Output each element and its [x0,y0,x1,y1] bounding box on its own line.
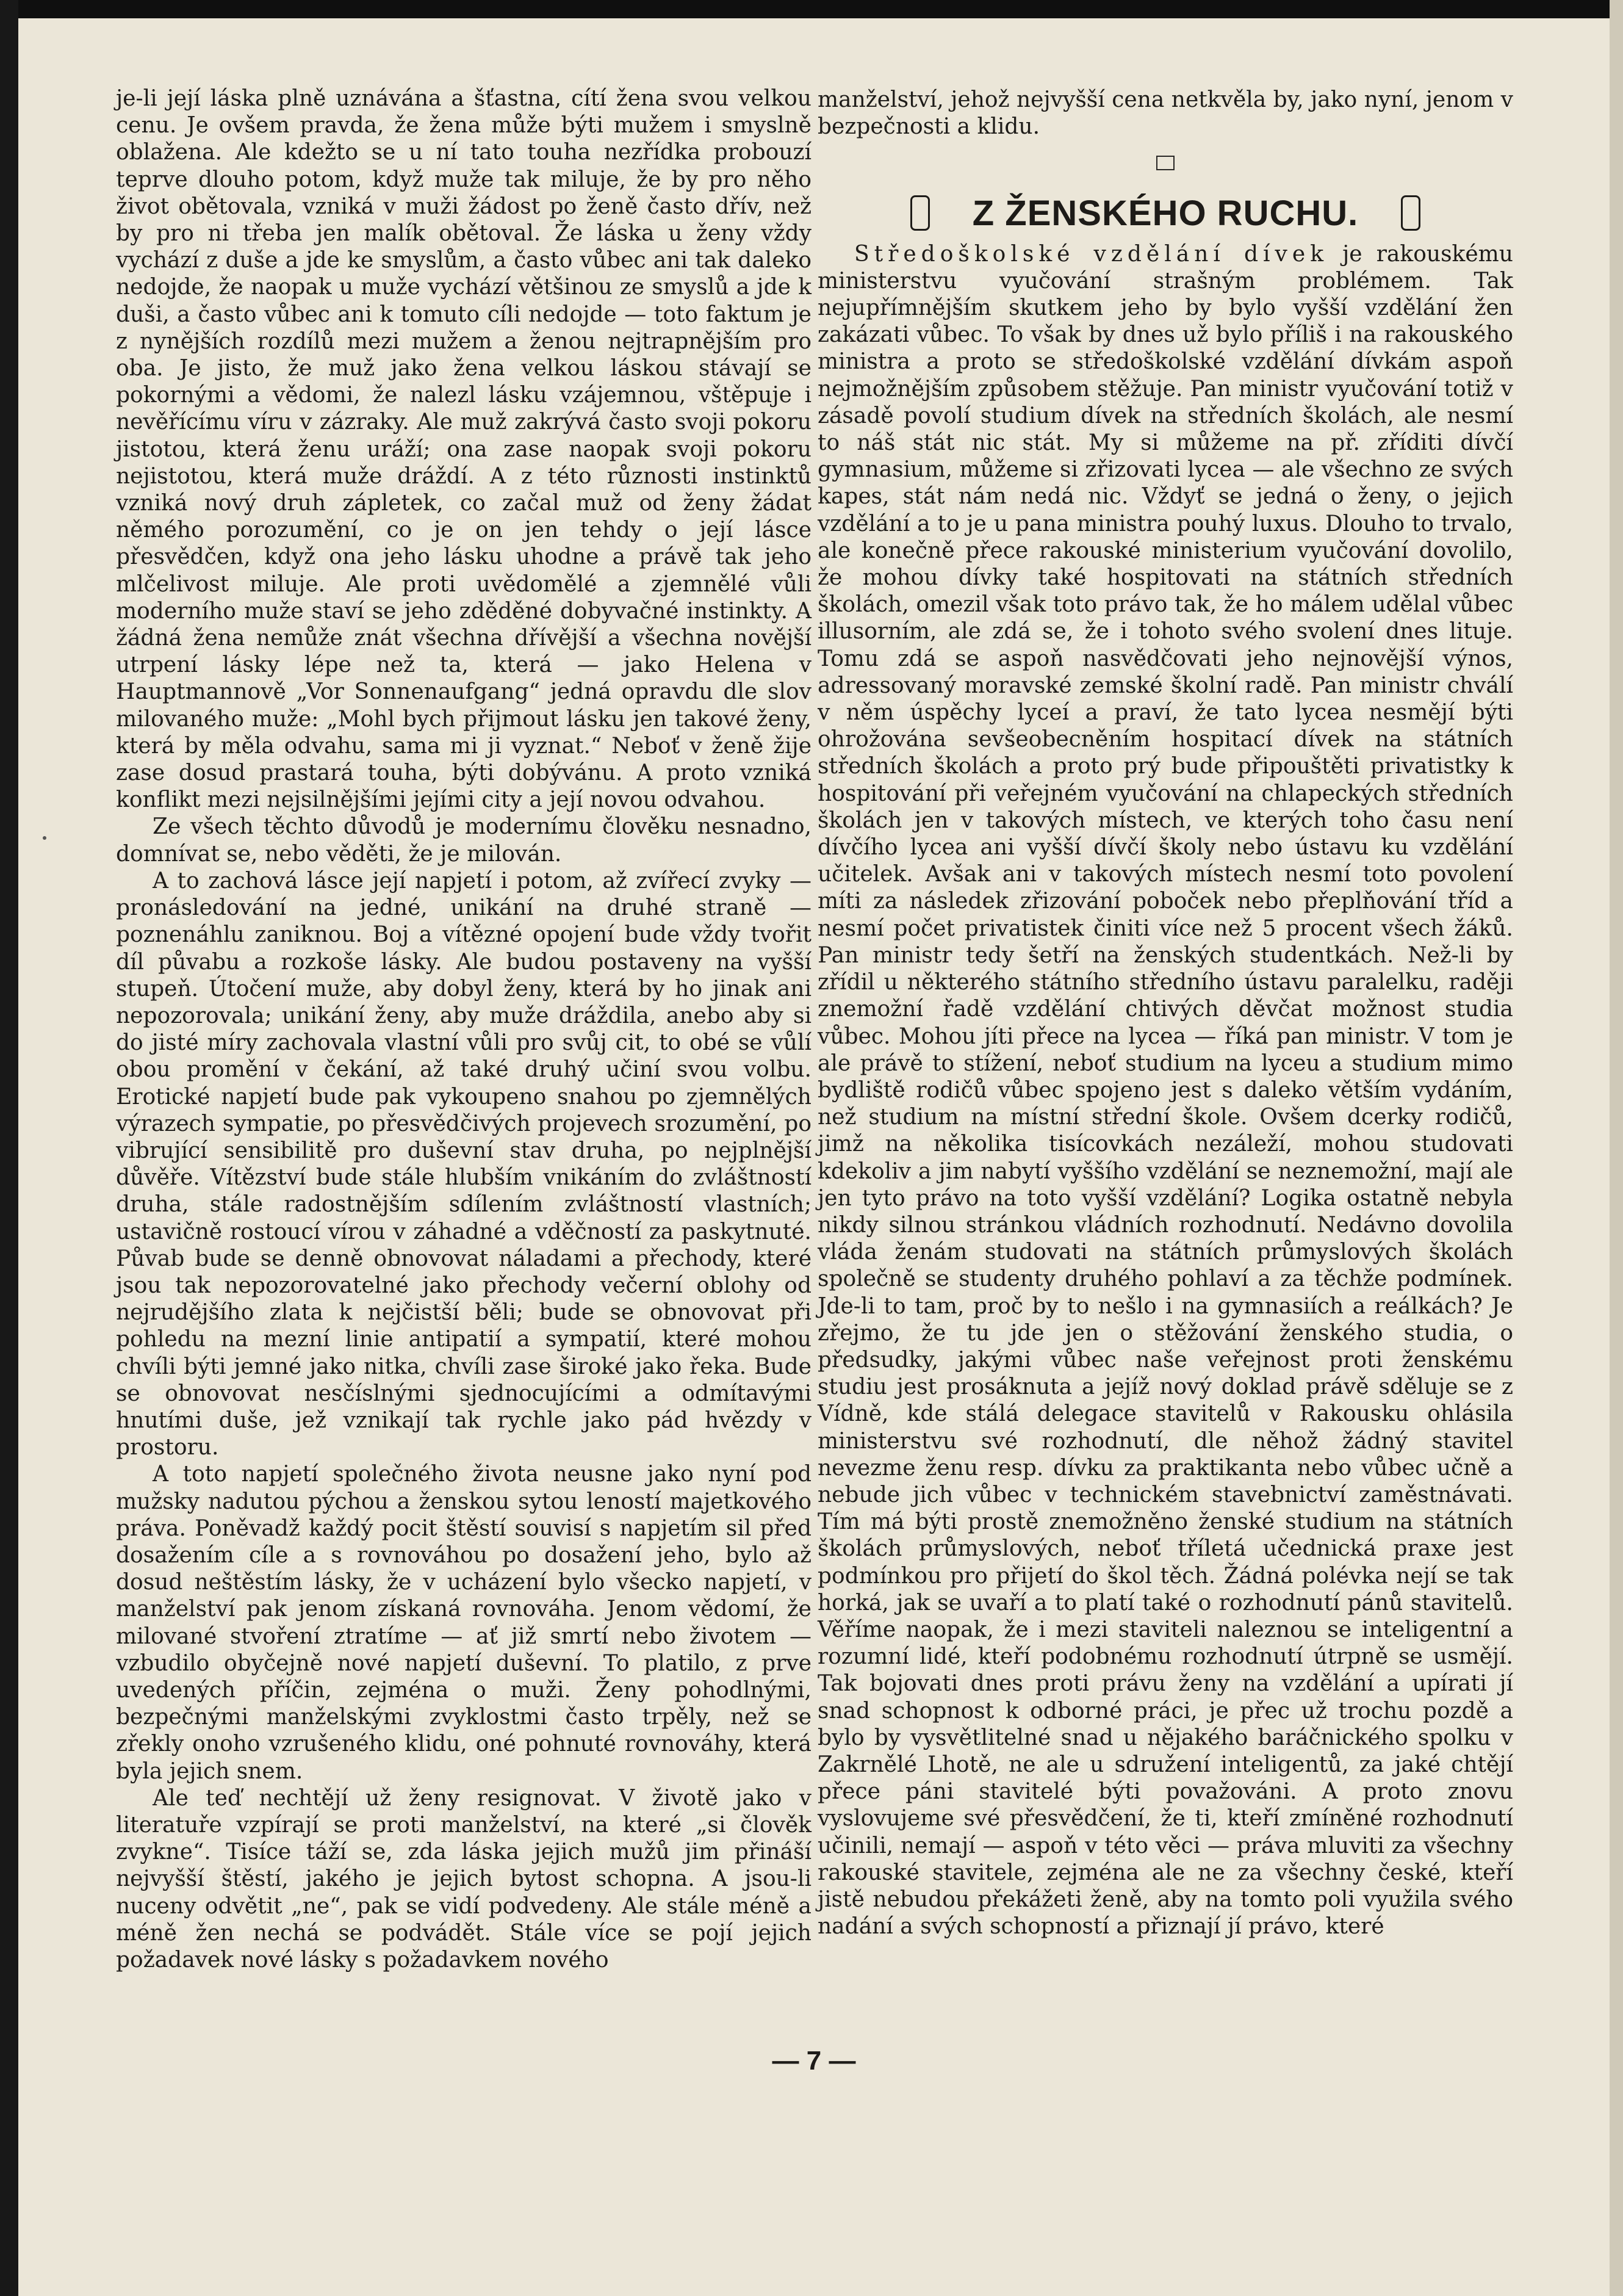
section-heading [818,192,1513,235]
left-column [116,85,812,1974]
paragraph: Ale teď nechtějí už ženy resignovat. V životě jako v literatuře vzpírají se proti manželství, na které „si člověk zvykne“. Tisíce táží se, zda láska jejich mužů jim přináší nejvyšší štěstí, jakého je jejich bytost schopna. A jsou-li nuceny odvětit „ne“, pak se vidí podvedeny. Ale stále méně a méně žen nechá se podvádět. Stále více se pojí jejich požadavek nové lásky s požadavkem nového [116,1785,812,1973]
article-paragraph [818,241,1513,1941]
paragraph: je-li její láska plně uznávána a šťastna, cítí žena svou velkou cenu. Je ovšem pravda, že žena může býti mužem i smyslně oblažena. Ale kdežto se u ní tato touha nezřídka probouzí teprve dlouho potom, když muže tak miluje, že by pro něho život obětovala, vzniká v muži žádost po ženě často dřív, než by pro ni třeba jen malík obětoval. Že láska u ženy vždy vychází z duše a jde ke smyslům, a často vůbec ani tak daleko nedojde, že naopak u muže vychází většinou ze smyslů a jde k duši, a často vůbec ani k tomuto cíli nedojde — toto faktum je z nynějších rozdílů mezi mužem a ženou nejtrapnějším pro oba. Je jisto, že muž jako žena velkou láskou stávají se pokornými a vědomi, že nalezl lásku vzájemnou, vštěpuje i nevěřícímu víru v zázraky. Ale muž zakrývá často svoji pokoru jistotou, která ženu uráží; ona zase naopak svoji pokoru nejistotou, která muže dráždí. A z této různosti instinktů vzniká nový druh zápletek, co začal muž od ženy žádat němého porozumění, co je on jen tehdy o její lásce přesvědčen, když ona jeho lásku uhodne a právě tak jeho mlčelivost miluje. Ale proti uvědomělé a zjemnělé vůli moderního muže staví se jeho zděděné dobyvačné instinkty. A žádná žena nemůže znát všechna dřívější a všechna novější utrpení lásky lépe než ta, která — jako Helena v Hauptmannově „Vor Sonnenaufgang“ jedná opravdu dle slov milovaného muže: „Mohl bych přijmout lásku jen takové ženy, která by měla odvahu, sama mi ji vyznat.“ Neboť v ženě žije zase dosud prastará touha, býti dobývánu. A proto vzniká konflikt mezi nejsilnějšími jejími city a její novou odvahou. [116,86,812,813]
page [18,18,1610,2296]
heading-ornament-right-icon [1401,195,1420,231]
scan-top-border [0,0,1623,18]
paragraph: A to zachová lásce její napjetí i potom, až zvířecí zvyky — pronásledování na jedné, unikání na druhé straně — poznenáhlu zaniknou. Boj a vítězné opojení bude vždy tvořit díl půvabu a rozkoše lásky. Ale budou postaveny na vyšší stupeň. Útočení muže, aby dobyl ženy, která by ho jinak ani nepozorovala; unikání ženy, aby muže dráždila, anebo aby si do jisté míry zachovala vlastní vůli pro svůj cit, to obé se vůlí obou promění v čekání, až také druhý učiní svou volbu. Erotické napjetí bude pak vykoupeno snahou po zjemnělých výrazech sympatie, po přesvědčivých projevech srozumění, po vibrující sensibilitě pro duševní stav druha, po nejplnější důvěře. Vítězství bude stále hlubším vnikáním do zvláštností druha, stále radostnějším sdílením zvláštností vlastních; ustavičně rostoucí vírou v záhadné a vděčností za paskytnuté. Půvab bude se denně obnovovat náladami a přechody, které jsou tak nepozorovatelné jako přechody večerní oblohy od nejrudějšího zlata k nejčistší běli; bude se obnovovat při pohledu na mezní linie antipatií a sympatií, které mohou chvíli býti jemné jako nitka, chvíli zase široké jako řeka. Bude se obnovovat nesčíslnými sjednocujícími a odmítavými hnutími duše, jež vznikají tak rychle jako pád hvězdy v prostoru. [116,868,812,1460]
paragraph: A toto napjetí společného života neusne jako nyní pod mužsky nadutou pýchou a ženskou sytou leností majetkového práva. Poněvadž každý pocit štěstí souvisí s napjetím sil před dosažením cíle a s rovnováhou po dosažení jeho, bylo až dosud neštěstím lásky, že v ucházení bylo všecko napjetí, v manželství pak jenom získaná rovnováha. Jenom vědomí, že milované stvoření ztratíme — ať již smrtí nebo životem — vzbudilo obyčejně nové napjetí duševní. To platilo, z prve uvedených příčin, zejména o muži. Ženy pohodlnými, bezpečnými manželskými zvyklostmi často trpěly, než se zřekly onoho vzrušeného klidu, oné pohnuté rovnováhy, která byla jejich snem. [116,1462,812,1784]
page-number: — 7 — [772,2046,856,2076]
scan-speck [43,836,46,840]
scan-right-edge [1610,0,1623,2296]
scan-left-border [0,0,18,2296]
paragraph: Ze všech těchto důvodů je modernímu člověku nesnadno, domnívat se, nebo věděti, že je milován. [116,814,812,867]
article-body: je rakouskému ministerstvu vyučování strašným problémem. Tak nejupřímnějším skutkem jeho by bylo vyšší vzdělání žen zakázati vůbec. To však by dnes už bylo příliš i na rakouského ministra a proto se středoškolské vzdělání dívkám aspoň nejmožnějším způsobem stěžuje. Pan ministr vyučování totiž v zásadě povolí studium dívek na středních školách, ale nesmí to náš stát nic stát. My si můžeme na př. zříditi dívčí gymnasium, můžeme si zřizovati lycea — ale všechno ze svých kapes, stát nám nedá nic. Vždyť se jedná o ženy, o jejich vzdělání a to je u pana ministra pouhý luxus. Dlouho to trvalo, ale konečně přece rakouské ministerium vyučování dovolilo, že mohou dívky také hospitovati na státních středních školách, omezil však toto právo tak, že ho málem udělal vůbec illusorním, ale zdá se, že i tohoto svého svolení dnes lituje. Tomu zdá se aspoň nasvědčovati jeho nejnovější výnos, adressovaný moravské zemské školní radě. Pan ministr chválí v něm úspěchy lyceí a praví, že tato lycea nesmějí býti ohrožována sevšeobecněním hospitací dívek na státních středních školách a proto prý bude připouštěti privatistky k hospitování při veřejném vyučování na chlapeckých středních školách jen v takových místech, ve kterých toho času není dívčího lycea ani vyšší dívčí školy nebo ústavu ku vzdělání učitelek. Avšak ani v takových místech nesmí toto povolení míti za následek zřizování poboček nebo přeplňování tříd a nesmí počet privatistek činiti více než 5 procent všech žáků. Pan ministr tedy šetří na ženských studentkách. Než-li by zřídil u některého státního středního ústavu paralelku, raději znemožní řadě vzdělání chtivých děvčat možnost studia vůbec. Mohou jíti přece na lycea — říká pan ministr. V tom je ale právě to stížení, neboť studium na lyceu a studium mimo bydliště rodičů vůbec spojeno jest s daleko větším vydáním, než studium na místní střední škole. Ovšem dcerky rodičů, jimž na několika tisícovkách nezáleží, mohou studovati kdekoliv a jim nabytí vyššího vzdělání se neznemožní, mají ale jen tyto právo na toto vyšší vzdělání? Logika ostatně nebyla nikdy silnou stránkou vládních rozhodnutí. Nedávno dovolila vláda ženám studovati na státních průmyslových školách společně se studenty druhého pohlaví a za těchže podmínek. Jde-li to tam, proč by to nešlo i na gymnasiích a reálkách? Je zřejmo, že tu jde jen o stěžování ženského studia, o předsudky, jakými vůbec naše veřejnost proti ženskému studiu jest prosáknuta a jejíž nový doklad právě sděluje se z Vídně, kde stálá delegace stavitelů v Rakousku ohlásila ministerstvu své rozhodnutí, dle něhož žádný stavitel nevezme ženu resp. dívku za praktikanta nebo vůbec učně a nebude jich vůbec v technickém stavebnictví zaměstnávati. Tím má býti prostě znemožněno ženské studium na státních školách průmyslových, neboť tříletá učednická praxe jest podmínkou pro přijetí do škol těch. Žádná polévka nejí se tak horká, jak se uvaří a to platí také o rozhodnutí pánů stavitelů. Věříme naopak, že i mezi staviteli naleznou se inteligentní a rozumní lidé, kteří podobnému rozhodnutí útrpně se usmějí. Tak bojovati dnes proti právu ženy na vzdělání a upírati jí snad schopnost k odborné práci, je přec už trochu pozdě a bylo by vysvětlitelné snad u nějakého baráčnického spolku v Zakrnělé Lhotě, ne ale u sdružení inteligentů, za jaké chtějí přece páni stavitelé býti považováni. A proto znovu vyslovujeme své přesvědčení, že ti, kteří zmíněné rozhodnutí učinili, nemají — aspoň v této věci — práva mluviti za všechny rakouské stavitele, zejména ale ne za všechny české, kteří jistě nebudou překážeti ženě, aby na tomto poli využila svého nadání a svých schopností a přiznají jí právo, které [818,241,1513,1940]
right-column [818,87,1513,1940]
article-lead: Středoškolské vzdělání dívek [854,241,1329,267]
paragraph: manželství, jehož nejvyšší cena netkvěla by, jako nyní, jenom v bezpečnosti a klidu. [818,87,1514,140]
section-title: Z ŽENSKÉHO RUCHU. [972,193,1359,233]
section-separator-ornament [818,150,1513,177]
heading-ornament-left-icon [910,195,930,231]
